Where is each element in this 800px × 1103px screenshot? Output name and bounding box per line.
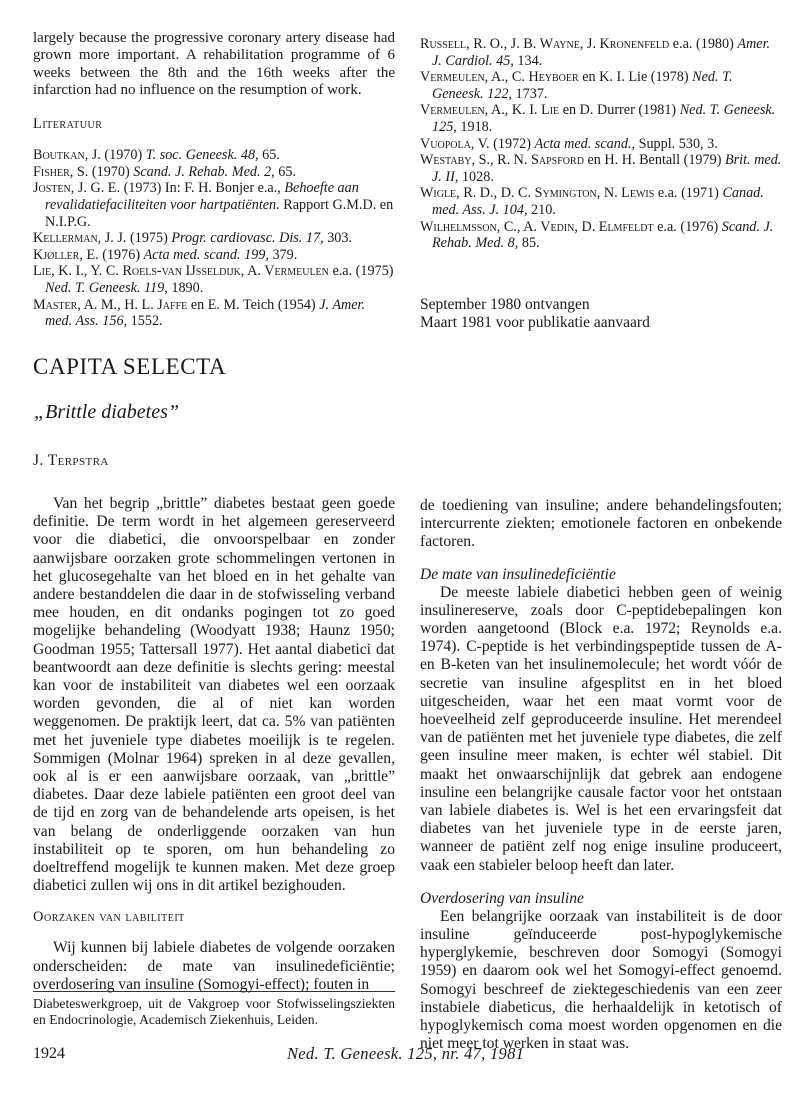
reference-year: e.a. (1971) [654, 185, 723, 202]
reference-item [33, 230, 395, 247]
reference-year: (1970) [88, 163, 134, 180]
reference-pages: 303. [323, 230, 353, 247]
reference-year: (1973) In: F. H. Bonjer e.a., [120, 180, 285, 197]
reference-item [420, 36, 782, 69]
reference-author: Kjøller, E. [33, 246, 99, 263]
reference-pages: 1737. [511, 85, 548, 102]
reference-author: Westaby, S., R. N. Sapsford [420, 152, 584, 169]
reference-journal: Brit. med. J. II, [432, 152, 782, 185]
previous-article-left-column [33, 30, 395, 330]
reference-pages: Suppl. 530, 3. [635, 135, 718, 152]
reference-item [420, 152, 782, 185]
reference-item [420, 136, 782, 153]
intro-paragraph: Van het begrip „brittle” diabetes bestaat geen goede definitie. De term wordt in het algemeen gereserveerd voor die diabetici, die onvoorspelbaar en zonder aanwijsbare oorzaken grote schommelingen vertonen in het glucosegehalte van het bloed en in het gehalte van andere bestanddelen die daar in de stofwisseling verband mee houden, en dit ondanks pogingen tot zo goed mogelijke behandeling (Woodyatt 1938; Haunz 1950; Goodman 1955; Tattersall 1977). Het aantal diabetici dat beantwoordt aan deze definitie is slechts gering: meestal kan voor de instabiliteit van diabetes wel een oorzaak worden gevonden, die al of niet kan worden weggenomen. De praktijk leert, dat ca. 5% van patiënten met het juveniele type diabetes moeilijk is te regelen. Sommigen (Molnar 1964) spreken in al deze gevallen, ook al is er een aanwijsbare oorzaak, van „brittle” diabetes. Daar deze labiele patiënten een groot deel van de tijd en zorg van de behandelende arts opeisen, is het van belang de onderliggende oorzaken van hun instabiliteit op te sporen, om hun behandeling zo doeltreffend mogelijk te kunnen maken. Met deze groep diabetici zullen wij ons in dit artikel bezighouden. [33, 495, 395, 895]
journal-footer: Ned. T. Geneesk. 125, nr. 47, 1981 [287, 1044, 525, 1063]
page-number: 1924 [33, 1045, 65, 1062]
reference-journal: Ned. T. Geneesk. 122, [432, 69, 733, 102]
insulin-deficiency-heading: De mate van insulinedeficiëntie [420, 565, 616, 583]
reference-year: e.a. (1980) [669, 36, 738, 52]
reference-year: (1976) [98, 246, 144, 263]
affiliation-footnote: Diabeteswerkgroep, uit de Vakgroep voor Stofwisselingsziekten en Endocrinologie, Academisch Ziekenhuis, Leiden. [33, 996, 395, 1027]
overdosing-paragraph: Een belangrijke oorzaak van instabiliteit is de door insuline geïnduceerde post-hypoglykemische hyperglykemie, beschreven door Somogyi (Somogyi 1959) en daarom ook wel het Somogyi-effect genoemd. Somogyi beschreef de ziektegeschiedenis van een zeer instabiele diabeticus, die herhaaldelijk in ketotisch of hypoglykemisch coma moest worden opgenomen en die niet meer tot werken in staat was. [420, 907, 782, 1053]
reference-pages: 210. [527, 201, 556, 218]
reference-pages: 65. [258, 147, 280, 164]
reference-year: (1972) [489, 135, 535, 152]
causes-heading: Oorzaken van labiliteit [33, 909, 185, 926]
reference-journal: Canad. med. Ass. J. 104, [432, 185, 764, 218]
reference-pages: 85. [518, 235, 540, 252]
reference-list-right [420, 36, 782, 252]
reference-item [33, 247, 395, 264]
article-title: „Brittle diabetes” [34, 401, 179, 423]
reference-pages: 1552. [127, 313, 163, 330]
accepted-date: Maart 1981 voor publikatie aanvaard [420, 313, 650, 331]
reference-item [420, 219, 782, 252]
reference-author: Vermeulen, A., K. I. Lie [420, 102, 560, 119]
reference-journal: Amer. J. Cardiol. 45, [432, 36, 771, 69]
reference-year: (1970) [100, 147, 146, 164]
previous-article-continuation: largely because the progressive coronary artery disease had grown more important. A rehabilitation programme of 6 weeks between the 8th and the 16th weeks after the infarction had no influence on the resumption of work. [33, 30, 395, 99]
reference-pages: 379. [268, 246, 298, 263]
reference-author: Wilhelmsson, C., A. Vedin, D. Elmfeldt [420, 218, 654, 235]
reference-journal: J. Amer. med. Ass. 156, [45, 296, 366, 330]
reference-list-left [33, 147, 395, 330]
received-date: September 1980 ontvangen [420, 295, 590, 313]
reference-journal: Scand. J. Rehab. Med. 8, [432, 218, 774, 252]
reference-author: Wigle, R. D., D. C. Symington, N. Lewis [420, 185, 655, 202]
reference-item [420, 69, 782, 102]
reference-pages: 1918. [456, 118, 493, 135]
section-title: CAPITA SELECTA [33, 354, 227, 379]
overdosing-heading: Overdosering van insuline [420, 889, 584, 907]
reference-item [33, 164, 395, 181]
reference-year: en D. Durrer (1981) [559, 102, 680, 119]
article-left-column [33, 495, 395, 994]
footnote-rule [33, 991, 395, 992]
reference-journal: Ned. T. Geneesk. 119, [45, 279, 168, 296]
reference-pages: 65. [274, 163, 296, 180]
reference-year: e.a. (1975) [328, 263, 394, 280]
reference-author: Boutkan, J. [33, 147, 101, 164]
reference-pages: 134. [513, 52, 543, 69]
reference-author: Fisher, S. [33, 163, 89, 180]
reference-year: en H. H. Bentall (1979) [583, 152, 725, 169]
previous-article-right-column [420, 36, 782, 332]
insulin-deficiency-paragraph: De meeste labiele diabetici hebben geen of weinig insulinereserve, zoals door C-peptidebepalingen kon worden aangetoond (Block e.a. 1972; Reynolds e.a. 1974). C-peptide is het verbindingspeptide tussen de A- en B-keten van het insulinemolecule; het wordt vóór de secretie van insuline afgesplitst en in het bloed uitgescheiden, waar het een maat vormt voor de hoeveelheid zelf geproduceerde insuline. Het merendeel van de patiënten met het juveniele type diabetes, die zelf geen insuline meer maken, is echter wél stabiel. Dit maakt het onwaarschijnlijk dat gebrek aan endogene insuline een belangrijke causale factor voor het ontstaan van labiele diabetes is. Wel is het een ervaringsfeit dat diabetes van het juveniele type in de eerste jaren, wanneer de patiënt zelf nog enige insuline produceert, vaak een stabieler beloop heeft dan later. [420, 583, 782, 874]
reference-journal: Progr. cardiovasc. Dis. 17, [171, 230, 324, 247]
reference-journal: Scand. J. Rehab. Med. 2, [133, 163, 275, 180]
reference-item [420, 185, 782, 218]
article-right-column [420, 497, 782, 1053]
reference-pages: 1028. [458, 168, 494, 185]
reference-pages: Rapport G.M.D. en N.I.P.G. [45, 197, 394, 230]
reference-year: en E. M. Teich (1954) [187, 296, 320, 313]
reference-item [33, 180, 395, 230]
reference-item [33, 297, 395, 330]
reference-author: Josten, J. G. E. [33, 180, 121, 197]
reference-journal: Acta med. scand., [534, 135, 636, 152]
reference-author: Kellerman, J. J. [33, 230, 127, 247]
reference-item [33, 263, 395, 296]
reference-author: Lie, K. I., Y. C. Roels-van IJsseldijk, A. Vermeulen [33, 263, 329, 280]
causes-paragraph: Wij kunnen bij labiele diabetes de volgende oorzaken onderscheiden: de mate van insulinedeficiëntie; overdosering van insuline (Somogyi-effect); fouten in [33, 939, 395, 993]
reference-journal: Ned. T. Geneesk. 125, [432, 102, 776, 135]
literature-heading: Literatuur [33, 115, 103, 132]
reference-journal: T. soc. Geneesk. 48, [145, 147, 259, 164]
reference-year: (1975) [126, 230, 172, 247]
reference-year: e.a. (1976) [653, 218, 722, 235]
reference-item [420, 102, 782, 135]
reference-journal: Acta med. scand. 199, [143, 246, 269, 263]
reference-author: Russell, R. O., J. B. Wayne, J. Kronenfeld [420, 36, 670, 52]
reference-item [33, 147, 395, 164]
reference-author: Master, A. M., H. L. Jaffe [33, 296, 188, 313]
reference-journal: Behoefte aan revalidatiefaciliteiten voor hartpatiënten. [45, 180, 359, 213]
reference-pages: 1890. [167, 279, 204, 296]
author-name: J. Terpstra [33, 452, 109, 469]
continued-paragraph: de toediening van insuline; andere behandelingsfouten; intercurrente ziekten; emotionele factoren en onbekende factoren. [420, 497, 782, 551]
reference-author: Vermeulen, A., C. Heyboer [420, 69, 579, 86]
reference-author: Vuopola, V. [420, 135, 490, 152]
reference-year: en K. I. Lie (1978) [578, 69, 693, 86]
